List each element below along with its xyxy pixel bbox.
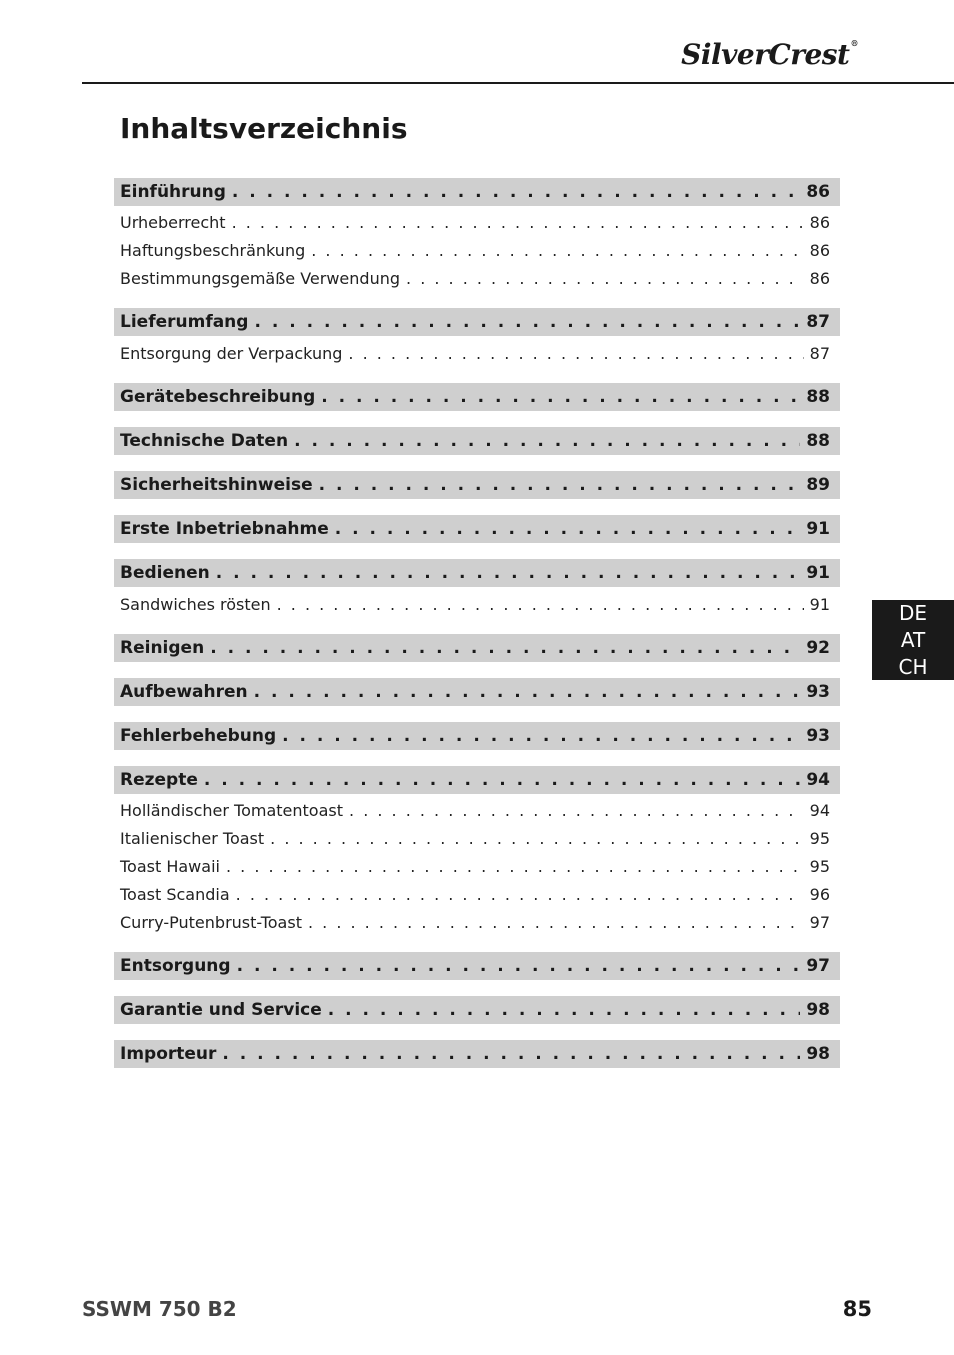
- toc-page-number: 98: [806, 999, 830, 1020]
- toc-page-number: 98: [806, 1043, 830, 1064]
- dot-leader: [236, 885, 804, 904]
- toc-page-number: 87: [809, 343, 830, 363]
- dot-leader: [277, 595, 804, 614]
- header-divider: [82, 82, 954, 84]
- dot-leader: [308, 913, 804, 932]
- toc-entry-title: Sandwiches rösten: [120, 594, 271, 614]
- toc-page-number: 87: [806, 312, 830, 333]
- toc-section-title: Importeur: [120, 1043, 217, 1064]
- footer-page-number: 85: [842, 1297, 872, 1321]
- toc-page-number: 86: [809, 213, 830, 233]
- page-title: Inhaltsverzeichnis: [120, 112, 408, 145]
- toc-section-title: Lieferumfang: [120, 312, 249, 333]
- toc-entry-row[interactable]: [114, 853, 840, 881]
- toc-page-number: 88: [806, 431, 830, 452]
- registered-mark: ®: [850, 38, 858, 48]
- dot-leader: [254, 312, 800, 332]
- toc-entry-title: Bestimmungsgemäße Verwendung: [120, 268, 401, 288]
- dot-leader: [232, 213, 804, 232]
- toc-page-number: 95: [809, 856, 830, 876]
- dot-leader: [335, 519, 801, 539]
- toc-page-number: 93: [806, 681, 830, 702]
- toc-section-row[interactable]: [114, 471, 840, 499]
- toc-page-number: 91: [806, 519, 830, 540]
- language-code-at: AT: [900, 627, 926, 652]
- toc-entry-title: Toast Hawaii: [120, 856, 220, 876]
- toc-section-row[interactable]: [114, 427, 840, 455]
- dot-leader: [237, 956, 801, 976]
- dot-leader: [270, 829, 803, 848]
- dot-leader: [222, 1044, 800, 1064]
- dot-leader: [294, 431, 800, 451]
- toc-section-title: Bedienen: [120, 563, 210, 584]
- toc-section-row[interactable]: [114, 559, 840, 587]
- toc-section-row[interactable]: [114, 308, 840, 336]
- toc-entry-row[interactable]: [114, 237, 840, 265]
- toc-section-title: Sicherheitshinweise: [120, 475, 313, 496]
- toc-page-number: 95: [809, 829, 830, 849]
- toc-entry-row[interactable]: [114, 209, 840, 237]
- dot-leader: [319, 475, 801, 495]
- toc-section-title: Gerätebeschreibung: [120, 387, 316, 408]
- toc-page-number: 91: [809, 594, 830, 614]
- toc-entry-row[interactable]: [114, 880, 840, 908]
- dot-leader: [328, 1000, 801, 1020]
- toc-section-row[interactable]: [114, 515, 840, 543]
- brand-name: SilverCrest: [681, 38, 850, 71]
- toc-page-number: 92: [806, 637, 830, 658]
- toc-entry-title: Haftungsbeschränkung: [120, 241, 306, 261]
- toc-section-title: Einführung: [120, 182, 226, 202]
- toc-entry-row[interactable]: [114, 265, 840, 293]
- toc-page-number: 93: [806, 725, 830, 746]
- toc-entry-row[interactable]: [114, 590, 840, 618]
- toc-page-number: 88: [806, 387, 830, 408]
- dot-leader: [406, 269, 804, 288]
- dot-leader: [210, 638, 800, 658]
- toc-section-title: Technische Daten: [120, 431, 289, 452]
- toc-entry-row[interactable]: [114, 908, 840, 936]
- toc-page-number: 94: [809, 801, 830, 821]
- toc-page-number: 96: [809, 884, 830, 904]
- toc-page-number: 91: [806, 563, 830, 584]
- toc-page-number: 94: [806, 769, 830, 790]
- dot-leader: [349, 801, 804, 820]
- language-tab: [872, 600, 954, 680]
- toc-page-number: 89: [806, 475, 830, 496]
- toc-entry-row[interactable]: [114, 339, 840, 367]
- language-code-de: DE: [898, 600, 928, 625]
- brand-logo: [681, 38, 858, 71]
- toc-entry-title: Holländischer Tomatentoast: [120, 801, 344, 821]
- dot-leader: [226, 857, 804, 876]
- toc-section-row[interactable]: [114, 634, 840, 662]
- toc-section-row[interactable]: [114, 178, 840, 206]
- toc-section-title: Rezepte: [120, 769, 198, 790]
- toc-page-number: 86: [806, 182, 830, 202]
- footer-model-number: SSWM 750 B2: [82, 1297, 237, 1321]
- toc-section-title: Fehlerbehebung: [120, 725, 277, 746]
- toc-entry-title: Toast Scandia: [120, 884, 230, 904]
- dot-leader: [311, 241, 803, 260]
- toc-entry-title: Urheberrecht: [120, 213, 226, 233]
- toc-page-number: 86: [809, 241, 830, 261]
- toc-section-row[interactable]: [114, 996, 840, 1024]
- dot-leader: [204, 770, 800, 790]
- toc-section-row[interactable]: [114, 952, 840, 980]
- dot-leader: [282, 726, 800, 746]
- toc-section-title: Aufbewahren: [120, 681, 248, 702]
- toc-entry-title: Curry-Putenbrust-Toast: [120, 912, 302, 932]
- toc-section-row[interactable]: [114, 678, 840, 706]
- language-code-ch: CH: [898, 654, 928, 679]
- toc-page-number: 86: [809, 268, 830, 288]
- toc-page-number: 97: [806, 955, 830, 976]
- dot-leader: [232, 182, 800, 202]
- toc-entry-row[interactable]: [114, 797, 840, 825]
- toc-section-title: Erste Inbetriebnahme: [120, 519, 329, 540]
- dot-leader: [321, 387, 800, 407]
- toc-section-row[interactable]: [114, 383, 840, 411]
- dot-leader: [348, 344, 803, 363]
- dot-leader: [254, 682, 801, 702]
- toc-section-title: Entsorgung: [120, 955, 231, 976]
- table-of-contents: [114, 178, 840, 1068]
- toc-entry-title: Italienischer Toast: [120, 829, 265, 849]
- toc-entry-row[interactable]: [114, 825, 840, 853]
- toc-page-number: 97: [809, 912, 830, 932]
- dot-leader: [216, 563, 801, 583]
- toc-section-title: Garantie und Service: [120, 999, 322, 1020]
- toc-entry-title: Entsorgung der Verpackung: [120, 343, 343, 363]
- toc-section-title: Reinigen: [120, 637, 205, 658]
- toc-section-row[interactable]: [114, 1040, 840, 1068]
- toc-section-row[interactable]: [114, 722, 840, 750]
- toc-section-row[interactable]: [114, 766, 840, 794]
